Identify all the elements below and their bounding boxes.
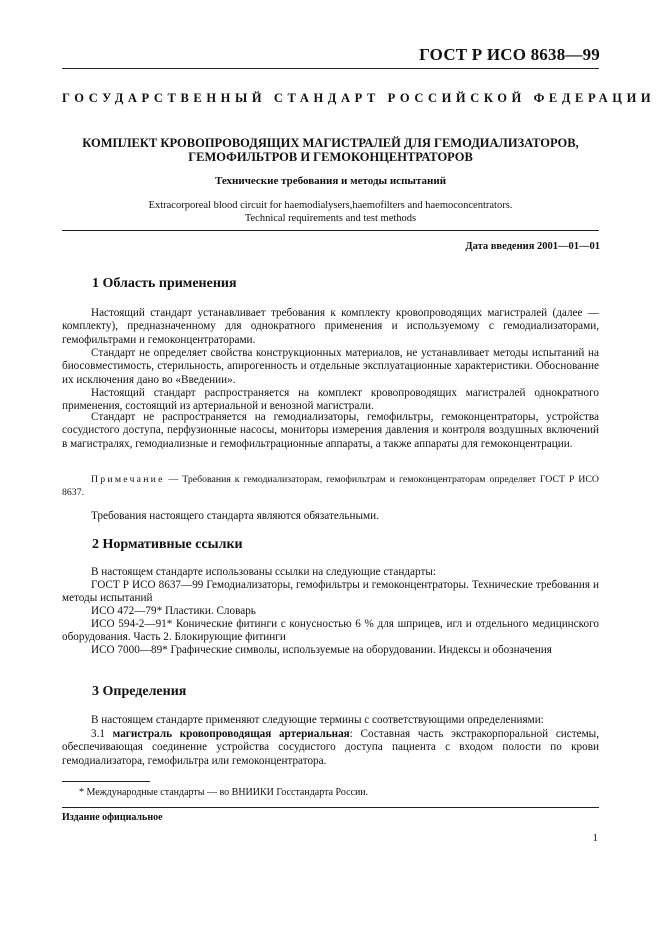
- section-1-paragraph-2: Стандарт не определяет свойства конструкционных материалов, не устанавливает методы испытаний на биосовместимость, стерильность, апирогенность и отдельные эксплуатационные характеристики. Обоснование их исключения дано во «Введении».: [62, 347, 599, 386]
- section-1-mandatory: Требования настоящего стандарта являются обязательными.: [91, 510, 379, 522]
- definition-3-1: 3.1 магистраль кровопроводящая артериальная: Составная часть экстракорпоральной системы, обеспечивающая соединение устройства сосудистого доступа пациента с входом полости по крови гемодиализатора, гемофильтра или гемоконцентратора.: [62, 728, 599, 767]
- subtitle-english-line1: Extracorporeal blood circuit for haemodialysers,haemofilters and haemoconcentrators.: [148, 200, 513, 211]
- subtitle-english: [62, 200, 599, 225]
- section-1-paragraph-1: Настоящий стандарт устанавливает требования к комплекту кровопроводящих магистралей (далее — комплекту), предназначенному для однократного применения и используемому с гемодиализаторами, гемофильтрами и гемоконцентраторами.: [62, 307, 599, 346]
- section-2-heading: 2 Нормативные ссылки: [92, 537, 243, 552]
- standard-title-line2: ГЕМОФИЛЬТРОВ И ГЕМОКОНЦЕНТРАТОРОВ: [188, 150, 473, 164]
- standard-title: [62, 136, 599, 164]
- footnote: * Международные стандарты — во ВНИИКИ Госстандарта России.: [79, 787, 369, 798]
- defined-term: магистраль кровопроводящая артериальная: [112, 728, 350, 740]
- footer-rule: [62, 807, 599, 808]
- standard-title-line1: КОМПЛЕКТ КРОВОПРОВОДЯЩИХ МАГИСТРАЛЕЙ ДЛЯ ГЕМОДИАЛИЗАТОРОВ,: [82, 136, 579, 150]
- document-code: ГОСТ Р ИСО 8638—99: [419, 45, 600, 64]
- footnote-rule: [62, 781, 150, 782]
- section-1-paragraph-4: Стандарт не распространяется на гемодиализаторы, гемофильтры, гемоконцентраторы, устройства сосудистого доступа, перфузионные насосы, мониторы измерения давления и контроля воздушных включений в магистралях, гемодиализные и гемофильтрационные аппараты, а также аппараты для гемоконцентрации.: [62, 411, 599, 450]
- section-3-intro: В настоящем стандарте применяют следующие термины с соответствующими определениями:: [91, 714, 544, 726]
- section-1-note: Примечание — Требования к гемодиализаторам, гемофильтрам и гемоконцентраторам определяет ГОСТ Р ИСО 8637.: [62, 474, 599, 498]
- introduction-date: Дата введения 2001—01—01: [465, 241, 600, 252]
- reference-item: ИСО 7000—89* Графические символы, используемые на оборудовании. Индексы и обозначения: [91, 644, 552, 656]
- section-2-intro: В настоящем стандарте использованы ссылки на следующие стандарты:: [91, 566, 436, 578]
- state-standard-title: ГОСУДАРСТВЕННЫЙ СТАНДАРТ РОССИЙСКОЙ ФЕДЕРАЦИИ: [62, 91, 656, 105]
- note-label: Примечание: [91, 474, 165, 485]
- subtitle-english-line2: Technical requirements and test methods: [244, 212, 417, 224]
- section-3-heading: 3 Определения: [92, 684, 187, 699]
- title-rule: [62, 230, 599, 231]
- official-edition-label: Издание официальное: [62, 812, 163, 823]
- page-number: 1: [592, 832, 598, 844]
- section-1-heading: 1 Область применения: [92, 276, 237, 291]
- reference-item: ИСО 472—79* Пластики. Словарь: [91, 605, 256, 617]
- reference-item: ИСО 594-2—91* Конические фитинги с конусностью 6 % для шприцев, игл и отдельного медицинского оборудования. Часть 2. Блокирующие фитинги: [62, 618, 599, 644]
- section-1-paragraph-3: Настоящий стандарт распространяется на комплект кровопроводящих магистралей однократного применения, состоящий из артериальной и венозной магистрали.: [62, 387, 599, 413]
- reference-item: ГОСТ Р ИСО 8637—99 Гемодиализаторы, гемофильтры и гемоконцентраторы. Технические требования и методы испытаний: [62, 579, 599, 605]
- subtitle-russian: Технические требования и методы испытаний: [214, 175, 447, 187]
- header-rule: [62, 68, 599, 69]
